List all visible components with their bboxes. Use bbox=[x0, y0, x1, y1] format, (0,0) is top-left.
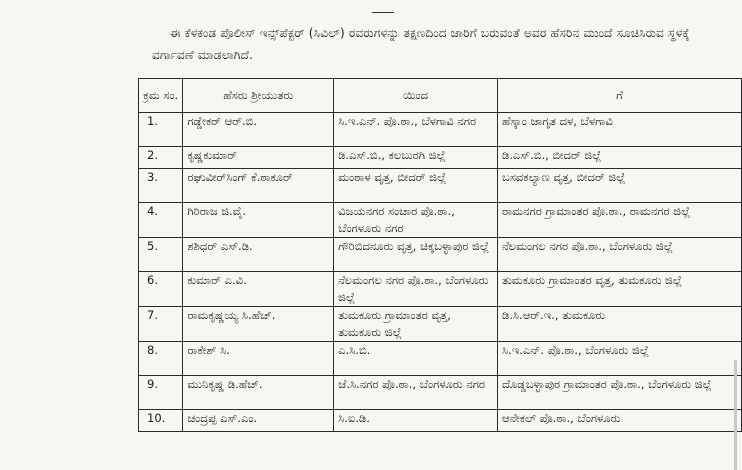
row-from: ಮಂಠಾಳ ವೃತ್ತ, ಬೀದರ್ ಜಿಲ್ಲೆ bbox=[334, 169, 498, 203]
row-to: ಸಿ.ಇ.ಎನ್. ಪೊ.ಠಾ., ಬೆಂಗಳೂರು ಜಿಲ್ಲೆ bbox=[498, 342, 742, 376]
row-serial: 3. bbox=[139, 169, 183, 203]
row-from: ಜೆ.ಸಿ.ನಗರ ಪೊ.ಠಾ., ಬೆಂಗಳೂರು ನಗರ bbox=[334, 376, 498, 410]
table-row bbox=[139, 147, 742, 169]
row-to: ಹೆಸ್ಕಾಂ ಜಾಗೃತ ದಳ, ಬೆಳಗಾವಿ bbox=[498, 113, 742, 147]
row-from: ಸಿ.ಐ.ಡಿ. bbox=[334, 410, 498, 432]
scan-edge-mark bbox=[734, 360, 737, 470]
intro-paragraph: ಈ ಕೆಳಕಂಡ ಪೊಲೀಸ್ ಇನ್ಸ್‌ಪೆಕ್ಟರ್ (ಸಿವಿಲ್) ರವರುಗಳನ್ನು ತಕ್ಷಣದಿಂದ ಜಾರಿಗೆ ಬರುವಂತೆ ಅವರ ಹೆಸರಿನ ಮುಂದೆ ಸೂಚಿಸಿರುವ ಸ್ಥಳಕ್ಕೆ ವರ್ಗಾವಣೆ ಮಾಡಲಾಗಿದೆ. bbox=[152, 26, 690, 62]
row-to: ದೊಡ್ಡಬಳ್ಳಾಪುರ ಗ್ರಾಮಾಂತರ ಪೊ.ಠಾ., ಬೆಂಗಳೂರು ಜಿಲ್ಲೆ bbox=[498, 376, 742, 410]
row-serial: 5. bbox=[139, 238, 183, 272]
row-serial: 6. bbox=[139, 272, 183, 307]
header-from: ಯಿಂದ bbox=[334, 79, 498, 113]
row-serial: 9. bbox=[139, 376, 183, 410]
row-from: ವಿಜಯನಗರ ಸಂಚಾರ ಪೊ.ಠಾ., ಬೆಂಗಳೂರು ನಗರ bbox=[334, 203, 498, 238]
row-from: ಸಿ.ಇ.ಎನ್. ಪೊ.ಠಾ., ಬೆಳಗಾವಿ ನಗರ bbox=[334, 113, 498, 147]
row-from: ಡಿ.ಎಸ್.ಬಿ., ಕಲಬುರಗಿ ಜಿಲ್ಲೆ bbox=[334, 147, 498, 169]
row-name: ಶಶಿಧರ್ ಎಸ್.ಡಿ. bbox=[183, 238, 334, 272]
table-row bbox=[139, 203, 742, 238]
transfer-table bbox=[138, 78, 742, 432]
row-serial: 1. bbox=[139, 113, 183, 147]
row-name: ಕುಮಾರ್ ಎ.ವಿ. bbox=[183, 272, 334, 307]
row-from: ಗೌರಿಬಿದನೂರು ವೃತ್ತ, ಚಿಕ್ಕಬಳ್ಳಾಪುರ ಜಿಲ್ಲೆ bbox=[334, 238, 498, 272]
table-row bbox=[139, 272, 742, 307]
table-row bbox=[139, 238, 742, 272]
row-to: ಡಿ.ಎಸ್.ಬಿ., ಬೀದರ್ ಜಿಲ್ಲೆ bbox=[498, 147, 742, 169]
row-name: ಚಂದ್ರಪ್ಪ ಎಸ್.ಎಂ. bbox=[183, 410, 334, 432]
row-name: ಕೃಷ್ಣಕುಮಾರ್ bbox=[183, 147, 334, 169]
table-row bbox=[139, 342, 742, 376]
row-from: ಎ.ಸಿ.ಬಿ. bbox=[334, 342, 498, 376]
row-to: ತುಮಕೂರು ಗ್ರಾಮಾಂತರ ವೃತ್ತ, ತುಮಕೂರು ಜಿಲ್ಲೆ bbox=[498, 272, 742, 307]
table-row bbox=[139, 169, 742, 203]
row-to: ನೆಲಮಂಗಲ ನಗರ ಪೊ.ಠಾ., ಬೆಂಗಳೂರು ಜಿಲ್ಲೆ bbox=[498, 238, 742, 272]
table-row bbox=[139, 113, 742, 147]
row-name: ರಾಮಕೃಷ್ಣಯ್ಯ ಸಿ.ಹೆಚ್. bbox=[183, 307, 334, 342]
header-serial: ಕ್ರಮ ಸಂ. bbox=[139, 79, 183, 113]
table-row bbox=[139, 410, 742, 432]
row-name: ರಘುವೀರ್‌ಸಿಂಗ್ ಕೆ.ಠಾಕೂರ್ bbox=[183, 169, 334, 203]
row-name: ರಾಕೇಶ್ ಸಿ. bbox=[183, 342, 334, 376]
row-from: ನೆಲಮಂಗಲ ನಗರ ಪೊ.ಠಾ., ಬೆಂಗಳೂರು ಜಿಲ್ಲೆ bbox=[334, 272, 498, 307]
row-to: ರಾಮನಗರ ಗ್ರಾಮಾಂತರ ಪೊ.ಠಾ., ರಾಮನಗರ ಜಿಲ್ಲೆ bbox=[498, 203, 742, 238]
row-to: ಡಿ.ಸಿ.ಆರ್.ಇ., ತುಮಕೂರು bbox=[498, 307, 742, 342]
row-serial: 10. bbox=[139, 410, 183, 432]
row-name: ಗಡ್ಡೇಕರ್ ಆರ್.ಬಿ. bbox=[183, 113, 334, 147]
row-serial: 4. bbox=[139, 203, 183, 238]
header-to: ಗೆ bbox=[498, 79, 742, 113]
table-header-row bbox=[139, 79, 742, 113]
row-name: ಮುನಿಕೃಷ್ಣ ಡಿ.ಹೆಚ್. bbox=[183, 376, 334, 410]
row-name: ಗಿರಿರಾಜ ಜಿ.ವೈ. bbox=[183, 203, 334, 238]
table-row bbox=[139, 376, 742, 410]
header-name: ಹೆಸರು ಶ್ರೀಯುತರು bbox=[183, 79, 334, 113]
header-dash bbox=[372, 12, 394, 13]
row-serial: 2. bbox=[139, 147, 183, 169]
row-serial: 7. bbox=[139, 307, 183, 342]
row-to: ಬಸವಕಲ್ಯಾಣ ವೃತ್ತ, ಬೀದರ್ ಜಿಲ್ಲೆ bbox=[498, 169, 742, 203]
row-to: ಆನೇಕಲ್ ಪೊ.ಠಾ., ಬೆಂಗಳೂರು bbox=[498, 410, 742, 432]
row-from: ತುಮಕೂರು ಗ್ರಾಮಾಂತರ ವೃತ್ತ, ತುಮಕೂರು ಜಿಲ್ಲೆ bbox=[334, 307, 498, 342]
row-serial: 8. bbox=[139, 342, 183, 376]
table-row bbox=[139, 307, 742, 342]
